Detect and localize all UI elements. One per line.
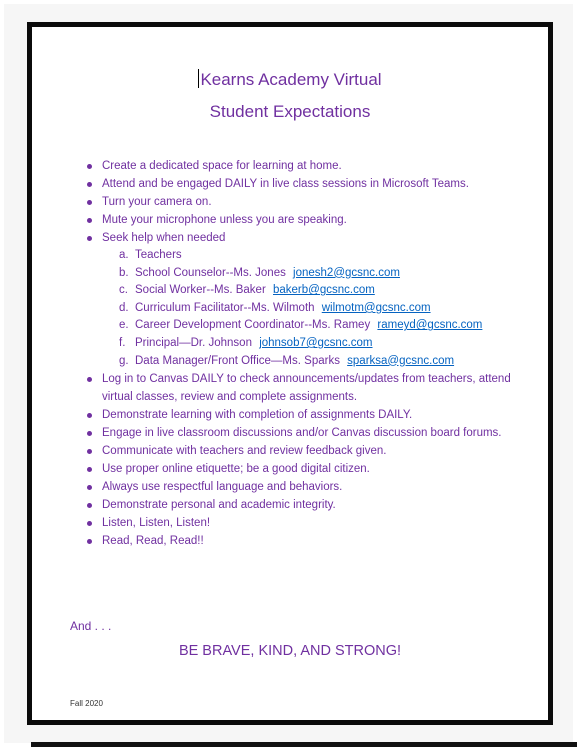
- contact-item: [119, 300, 515, 318]
- contact-label: Career Development Coordinator--Ms. Ramey: [135, 319, 371, 332]
- closing-motto: BE BRAVE, KIND, AND STRONG!: [178, 643, 402, 659]
- list-item: Turn your camera on.: [85, 193, 515, 211]
- title-line-1-text: Kearns Academy Virtual: [200, 70, 382, 89]
- list-item: Demonstrate personal and academic integrity.: [85, 496, 515, 514]
- contact-item: [119, 265, 515, 283]
- email-link[interactable]: jonesh2@gcsnc.com: [293, 266, 400, 279]
- email-link[interactable]: wilmotm@gcsnc.com: [321, 301, 431, 314]
- list-item: [85, 229, 515, 370]
- list-item: Always use respectful language and behaviors.: [85, 478, 515, 496]
- list-item: Create a dedicated space for learning at home.: [85, 157, 515, 175]
- contact-letter: a.: [119, 249, 129, 261]
- expectations-list: [85, 157, 515, 550]
- contact-label: Teachers: [135, 249, 182, 261]
- contact-item: [119, 317, 515, 335]
- list-item: Engage in live classroom discussions and/or Canvas discussion board forums.: [85, 424, 515, 442]
- list-item: Log in to Canvas DAILY to check announcements/updates from teachers, attend virtual classes, review and complete assignments.: [85, 370, 515, 406]
- page-shadow: [31, 742, 577, 747]
- title-line-2: Student Expectations: [209, 102, 371, 121]
- contact-item: [119, 282, 515, 300]
- contact-letter: e.: [119, 319, 129, 332]
- contact-item: [119, 247, 515, 265]
- list-item: Attend and be engaged DAILY in live class sessions in Microsoft Teams.: [85, 175, 515, 193]
- contact-item: [119, 353, 515, 371]
- contact-label: Data Manager/Front Office—Ms. Sparks: [135, 354, 340, 367]
- list-item: Listen, Listen, Listen!: [85, 514, 515, 532]
- list-item: Mute your microphone unless you are speaking.: [85, 211, 515, 229]
- list-item: Demonstrate learning with completion of assignments DAILY.: [85, 406, 515, 424]
- contact-letter: c.: [119, 284, 128, 297]
- contact-label: Curriculum Facilitator--Ms. Wilmoth: [135, 301, 315, 314]
- contact-letter: d.: [119, 301, 129, 314]
- contact-letter: b.: [119, 266, 129, 279]
- document-page: [27, 22, 553, 725]
- list-item: Read, Read, Read!!: [85, 532, 515, 550]
- list-item: Communicate with teachers and review feedback given.: [85, 442, 515, 460]
- contact-letter: f.: [119, 336, 126, 349]
- contact-label: Principal—Dr. Johnson: [135, 336, 252, 349]
- footer-date: Fall 2020: [70, 699, 103, 708]
- contact-label: School Counselor--Ms. Jones: [135, 266, 286, 279]
- help-contacts-list: [102, 247, 515, 370]
- contact-label: Social Worker--Ms. Baker: [135, 284, 266, 297]
- list-item: Use proper online etiquette; be a good digital citizen.: [85, 460, 515, 478]
- email-link[interactable]: bakerb@gcsnc.com: [273, 284, 375, 297]
- email-link[interactable]: rameyd@gcsnc.com: [377, 319, 483, 332]
- title-line-1: [32, 69, 548, 90]
- email-link[interactable]: sparksa@gcsnc.com: [347, 354, 455, 367]
- and-text: And . . .: [70, 619, 112, 633]
- contact-item: [119, 335, 515, 353]
- email-link[interactable]: johnsob7@gcsnc.com: [259, 336, 373, 349]
- contact-letter: g.: [119, 354, 129, 367]
- seek-help-text: Seek help when needed: [102, 232, 226, 244]
